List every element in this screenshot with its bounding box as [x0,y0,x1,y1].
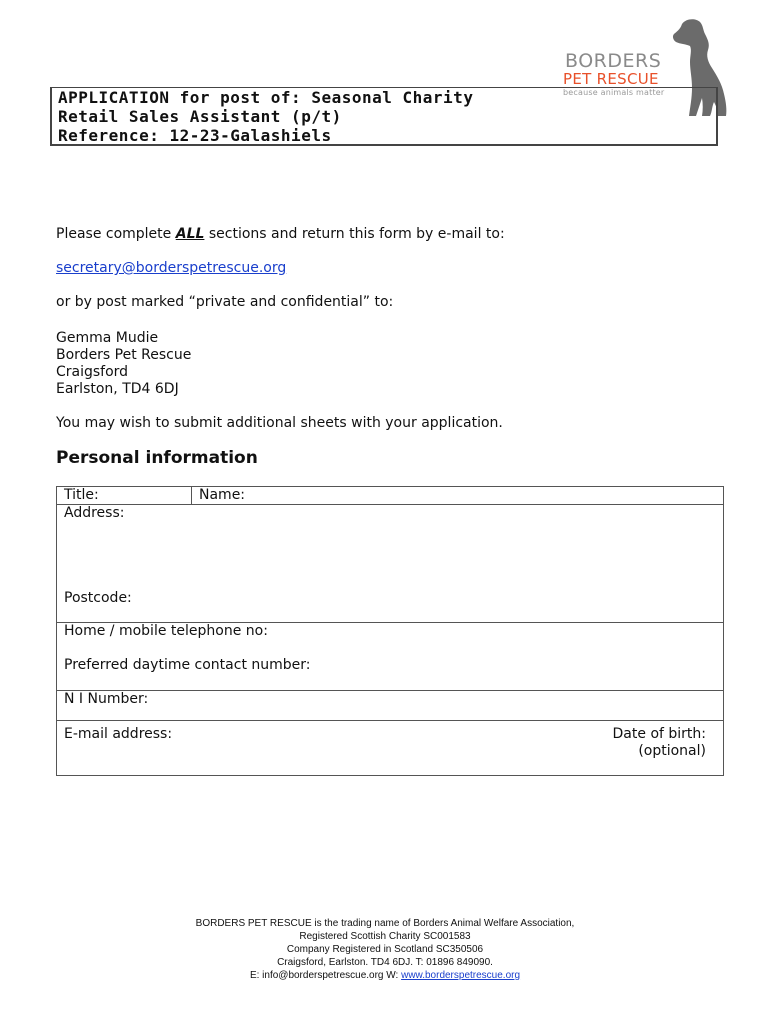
daytime-contact-label: Preferred daytime contact number: [64,657,311,673]
additional-sheets-note: You may wish to submit additional sheets with your application. [56,415,503,431]
logo-tagline: because animals matter [563,88,665,97]
logo-name-line2: PET RESCUE [563,70,659,88]
footer-email: E: info@borderspetrescue.org W: [249,970,402,981]
footer-line-2: Registered Scottish Charity SC001583 [299,931,471,942]
postcode-label: Postcode: [64,590,132,606]
instruction-pre: Please complete [56,226,176,242]
phone-label: Home / mobile telephone no: [64,623,268,639]
secretary-email-link[interactable]: secretary@borderspetrescue.org [56,260,287,276]
personal-information-heading: Personal information [56,448,258,468]
date-of-birth-optional-note: (optional) [638,743,706,759]
title-line-1: APPLICATION for post of: Seasonal Charity [58,88,474,107]
address-line: Craigsford [56,364,129,380]
email-dob-field[interactable] [57,721,724,776]
title-line-3: Reference: 12-23-Galashiels [58,126,332,145]
email-address-label: E-mail address: [64,726,173,742]
name-label: Name: [199,487,246,503]
date-of-birth-block [613,726,706,760]
post-line: or by post marked “private and confidential” to: [56,294,394,310]
title-label: Title: [64,487,99,503]
ni-number-field[interactable] [57,691,724,721]
instruction-emphasis: ALL [175,226,205,242]
personal-information-table [56,486,724,776]
title-line-2: Retail Sales Assistant (p/t) [58,107,342,126]
footer-line-1: BORDERS PET RESCUE is the trading name of Borders Animal Welfare Association, [195,918,575,929]
telephone-field[interactable] [57,623,724,691]
address-label: Address: [64,505,125,521]
address-line: Earlston, TD4 6DJ [56,381,179,397]
footer-line-4: Craigsford, Earlston. TD4 6DJ. T: 01896 849090. [277,957,493,968]
address-line: Borders Pet Rescue [56,347,192,363]
instruction-post: sections and return this form by e-mail to: [204,226,505,242]
footer-line-3: Company Registered in Scotland SC350506 [286,944,484,955]
title-field[interactable] [57,487,192,505]
name-field[interactable] [192,487,724,505]
footer-website-link[interactable]: www.borderspetrescue.org [401,970,521,981]
ni-number-label: N I Number: [64,691,149,707]
address-line: Gemma Mudie [56,330,159,346]
postal-address [56,330,191,398]
instruction-text [56,226,505,243]
footer [0,917,770,982]
email-line [56,260,286,277]
address-field[interactable] [57,505,724,623]
date-of-birth-label: Date of birth: [612,726,706,742]
logo-name-line1: BORDERS [565,50,662,72]
footer-line-5 [0,969,770,982]
application-title-box [50,87,718,146]
